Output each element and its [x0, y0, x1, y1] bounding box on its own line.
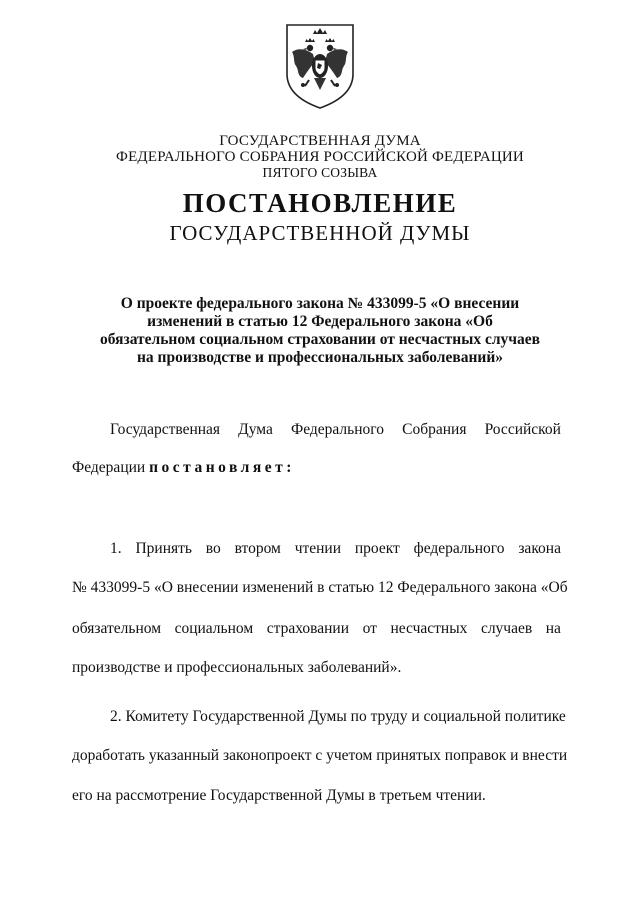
- item1-word: несчастных: [390, 620, 468, 637]
- item1-word: чтении: [294, 540, 342, 557]
- double-headed-eagle-icon: [283, 22, 357, 110]
- item1-word: проект: [354, 540, 400, 557]
- item1-word: социальном: [174, 620, 254, 637]
- document-type-title: ПОСТАНОВЛЕНИЕ: [182, 188, 458, 218]
- item1-word: 1.: [110, 540, 122, 557]
- subject-line: обязательном социальном страховании от несчастных случаев: [99, 331, 541, 348]
- item2-line: доработать указанный законопроект с учетом принятых поправок и внести: [72, 747, 568, 764]
- subject-line: О проекте федерального закона № 433099-5 «О внесении: [120, 295, 520, 312]
- item1-word: федерального: [413, 540, 505, 557]
- preamble-word: Государственная: [110, 421, 221, 438]
- subject-line: изменений в статью 12 Федерального закона «Об: [147, 313, 493, 330]
- preamble-line: [72, 458, 295, 478]
- item1-word: на: [545, 620, 561, 637]
- item1-line: № 433099-5 «О внесении изменений в статью 12 Федерального закона «Об: [72, 579, 568, 596]
- resolution-subject: [60, 295, 580, 367]
- item1-word: обязательном: [72, 620, 161, 637]
- convocation-header-line: ПЯТОГО СОЗЫВА: [262, 165, 378, 180]
- item1-word: закона: [518, 540, 561, 557]
- federal-assembly-header-line: ФЕДЕРАЛЬНОГО СОБРАНИЯ РОССИЙСКОЙ ФЕДЕРАЦИИ: [116, 149, 524, 165]
- preamble-word: Российской: [484, 421, 561, 438]
- item1-line: [72, 619, 561, 639]
- preamble-text: Федерации: [72, 459, 146, 476]
- item1-word: во: [205, 540, 221, 557]
- document-issuer-subtitle: ГОСУДАРСТВЕННОЙ ДУМЫ: [169, 221, 471, 245]
- item1-word: втором: [234, 540, 281, 557]
- preamble-line: [110, 420, 561, 440]
- preamble-word: Собрания: [402, 421, 467, 438]
- preamble-word: Дума: [238, 421, 273, 438]
- coat-of-arms-emblem: [283, 22, 357, 110]
- item2-line: его на рассмотрение Государственной Думы в третьем чтении.: [72, 787, 486, 804]
- item2-line: 2. Комитету Государственной Думы по труду и социальной политике: [110, 708, 566, 725]
- subject-line: на производстве и профессиональных заболеваний»: [136, 349, 504, 366]
- duma-header-line: ГОСУДАРСТВЕННАЯ ДУМА: [219, 133, 421, 149]
- item1-line: [110, 539, 561, 559]
- item1-line: производстве и профессиональных заболеваний».: [72, 659, 402, 676]
- item1-word: от: [362, 620, 377, 637]
- item1-word: страховании: [266, 620, 349, 637]
- item1-word: Принять: [135, 540, 192, 557]
- decree-verb: постановляет:: [149, 459, 295, 476]
- item1-word: случаев: [480, 620, 533, 637]
- preamble-word: Федерального: [290, 421, 385, 438]
